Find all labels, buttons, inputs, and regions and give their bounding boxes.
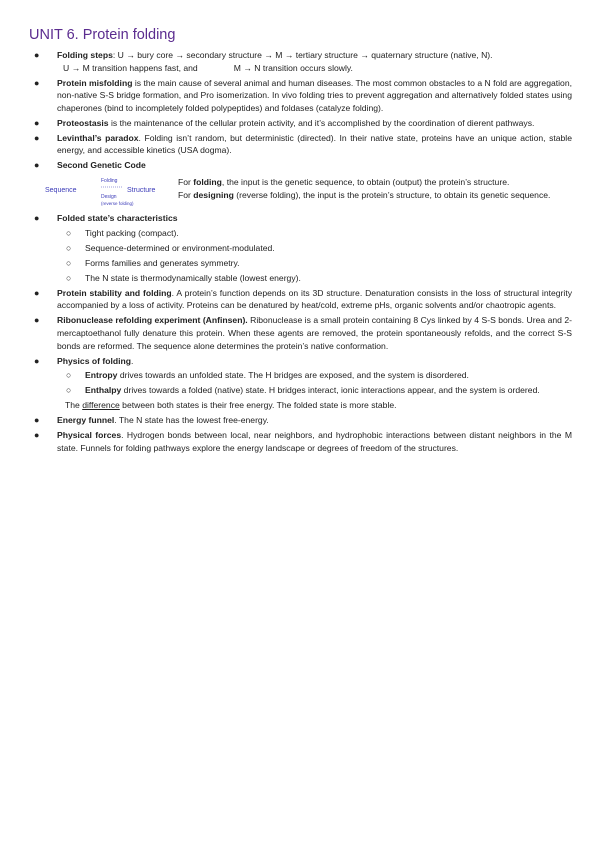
document-page — [29, 27, 572, 457]
notes-list — [29, 49, 572, 454]
circle-bullet-icon: ○ — [66, 385, 72, 396]
sub-item: ○ Sequence-determined or environment-modulated. — [66, 242, 275, 253]
list-item-physics-of-folding: ● Physics of folding. ○ Entropy drives towards an unfolded state. The H bridges are exposed, and the system is disordered. ○ Enthalpy drives towards a folded (native) state. H bridges interact, ionic interactions appear, and the system is ordered. The difference between both states is their free energy. The folded state is more stable. — [29, 355, 572, 412]
bullet-icon: ● — [34, 132, 40, 143]
circle-bullet-icon: ○ — [66, 242, 72, 253]
bullet-icon: ● — [34, 315, 40, 326]
sub-list — [57, 227, 572, 285]
list-item-energy-funnel: ● Energy funnel. The N state has the lowest free-energy. — [34, 415, 269, 426]
difference-note: The difference between both states is their free energy. The folded state is more stable. — [65, 400, 397, 411]
bullet-icon: ● — [34, 117, 40, 128]
sequence-structure-diagram — [43, 176, 178, 210]
circle-bullet-icon: ○ — [66, 272, 72, 283]
page-title: UNIT 6. Protein folding — [29, 27, 176, 43]
sub-item-entropy: ○ Entropy drives towards an unfolded state. The H bridges are exposed, and the system is disordered. — [66, 370, 469, 381]
list-item-physical-forces: ● Physical forces. Hydrogen bonds between local, near neighbors, and hydrophobic interactions between distant neighbors in the M state. Funnels for folding pathways explore the energy landscape or degrees of freedom of the structures. — [34, 430, 573, 453]
sub-list — [57, 369, 572, 397]
bullet-icon: ● — [34, 430, 40, 441]
diagram-structure-label: Structure — [127, 186, 156, 194]
diagram-sequence-label: Sequence — [45, 186, 77, 194]
list-item-second-genetic-code: ● Second Genetic Code Sequence Folding Structure Design (reverse folding) For folding, the input is the genetic sequence, to obtain (output) the protein’s structure. For designing (reverse folding), the input is the protein’s structure, to obtain its genetic sequence. — [29, 159, 572, 210]
list-item-levinthal: ● Levinthal’s paradox. Folding isn’t random, but deterministic (directed). In their native state, proteins have an unique action, stable energy, and accessible kinetics (USA dogma). — [34, 132, 572, 156]
diagram-reverse-label: (reverse folding) — [101, 200, 134, 206]
sub-item: ○ Forms families and generates symmetry. — [66, 257, 240, 268]
circle-bullet-icon: ○ — [66, 227, 72, 238]
circle-bullet-icon: ○ — [66, 370, 72, 381]
sub-item-enthalpy: ○ Enthalpy drives towards a folded (native) state. H bridges interact, ionic interactions appear, and the system is ordered. — [66, 385, 540, 396]
bullet-icon: ● — [34, 50, 40, 60]
bullet-icon: ● — [34, 77, 40, 88]
list-item-protein-stability: ● Protein stability and folding. A protein’s function depends on its 3D structure. Denaturation consists in the loss of structural integrity accompanied by a loss of activity. Proteins can be denatured by heat/cold, extreme pHs, organic solvents and/or chaotropic agents. — [34, 287, 573, 311]
circle-bullet-icon: ○ — [66, 257, 72, 268]
bullet-icon: ● — [34, 355, 40, 366]
bullet-icon: ● — [34, 415, 40, 426]
sub-item: ○ The N state is thermodynamically stable (lowest energy). — [66, 272, 301, 283]
list-item-folded-state: ● Folded state’s characteristics ○ Tight packing (compact). ○ Sequence-determined or environment-modulated. ○ Forms families and generates symmetry. ○ The N state is thermodynamically stable (lowest energy). — [29, 212, 572, 284]
list-item-ribonuclease: ● Ribonuclease refolding experiment (Anfinsen). Ribonuclease is a small protein containing 8 Cys linked by 4 S-S bonds. Urea and 2-mercaptoethanol fully denature this protein. When these agents are removed, the protein spontaneously refolds, and the correct S-S bonds are reformed. The sequence alone determines the protein’s native conformation. — [34, 315, 572, 351]
diagram-folding-label: Folding — [101, 177, 118, 184]
diagram-design-label: Design — [101, 193, 117, 200]
sub-item: ○ Tight packing (compact). — [66, 227, 179, 238]
bullet-icon: ● — [34, 287, 40, 298]
bullet-icon: ● — [34, 160, 40, 171]
list-item-protein-misfolding: ● Protein misfolding is the main cause of several animal and human diseases. The most common obstacles to a N fold are aggregation, non-native S-S bridge formation, and Pro isomerization. In vivo folding tries to prevent aggregation and alternatively folded states using chaperones (bind to incompletely folded polypeptides) and foldases (catalyze folding). — [34, 77, 572, 113]
bullet-icon: ● — [34, 213, 40, 224]
list-item-proteostasis: ● Proteostasis is the maintenance of the cellular protein activity, and it’s accomplished by the coordination of dierent pathways. — [34, 117, 535, 128]
list-item-folding-steps: ● Folding steps: U → bury core → secondary structure → M → tertiary structure → quaternary structure (native, N). U → M transition happens fast, and M → N transition occurs slowly. — [34, 50, 493, 73]
